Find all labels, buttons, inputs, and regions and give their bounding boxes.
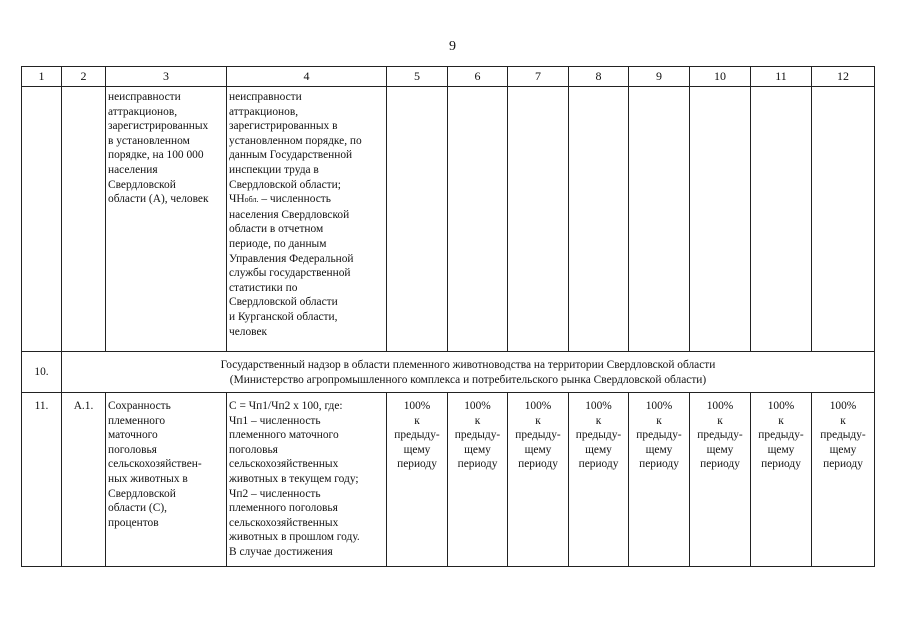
target-line: периоду bbox=[518, 458, 558, 471]
target-line: предыду- bbox=[697, 429, 743, 442]
target-line: предыду- bbox=[515, 429, 561, 442]
text-line: области в отчетном bbox=[229, 223, 324, 236]
column-number: 10 bbox=[690, 67, 751, 87]
target-line: к bbox=[717, 414, 723, 427]
section-subtitle: (Министерство агропромышленного комплекса и потребительского рынка Свердловской области) bbox=[229, 373, 707, 386]
text-line: области (А), человек bbox=[108, 193, 209, 206]
text-line: населения bbox=[108, 163, 158, 176]
formula-cell bbox=[227, 393, 387, 567]
target-line: щему bbox=[829, 443, 857, 456]
target-line: щему bbox=[706, 443, 734, 456]
text-line bbox=[229, 192, 384, 208]
column-number: 11 bbox=[751, 67, 812, 87]
target-line: 100% bbox=[829, 400, 857, 412]
code-cell: А.1. bbox=[62, 393, 106, 567]
indicator-name-cell bbox=[106, 87, 227, 352]
target-value-cell bbox=[569, 393, 629, 567]
text-line: поголовья bbox=[108, 443, 157, 456]
column-number: 9 bbox=[629, 67, 690, 87]
text-line: Управления Федеральной bbox=[229, 252, 354, 265]
text-line: неисправности bbox=[108, 91, 181, 103]
target-value-cell bbox=[508, 393, 569, 567]
value-cell bbox=[751, 87, 812, 352]
column-number: 2 bbox=[62, 67, 106, 87]
value-cell bbox=[448, 87, 508, 352]
column-number: 5 bbox=[387, 67, 448, 87]
target-value-cell bbox=[448, 393, 508, 567]
indicators-table bbox=[21, 66, 875, 567]
variable-symbol: ЧН bbox=[229, 193, 245, 206]
target-line: к bbox=[778, 414, 784, 427]
indicator-row bbox=[22, 393, 875, 567]
value-cell bbox=[387, 87, 448, 352]
text-line: Чп2 – численность bbox=[229, 487, 321, 500]
target-line: периоду bbox=[761, 458, 801, 471]
target-line: к bbox=[656, 414, 662, 427]
text-line: службы государственной bbox=[229, 267, 351, 280]
target-line: периоду bbox=[823, 458, 863, 471]
variable-description: – численность bbox=[258, 193, 331, 206]
target-line: 100% bbox=[706, 400, 734, 412]
text-line: и Курганской области, bbox=[229, 310, 338, 323]
section-title-cell bbox=[62, 352, 875, 393]
target-line: щему bbox=[524, 443, 552, 456]
target-line: 100% bbox=[403, 400, 431, 412]
row-number-cell: 10. bbox=[22, 352, 62, 393]
text-line: статистики по bbox=[229, 281, 298, 294]
text-line: сельскохозяйственных bbox=[229, 458, 339, 471]
text-line: Свердловской bbox=[108, 178, 176, 191]
target-line: к bbox=[535, 414, 541, 427]
section-row bbox=[22, 352, 875, 393]
target-line: предыду- bbox=[575, 429, 622, 442]
target-line: периоду bbox=[700, 458, 740, 471]
text-line: зарегистрированных в bbox=[229, 120, 338, 133]
text-line: маточного bbox=[108, 429, 158, 442]
text-line: Свердловской области bbox=[229, 296, 338, 309]
target-line: периоду bbox=[639, 458, 679, 471]
target-line: к bbox=[474, 414, 481, 427]
text-line: зарегистрированных bbox=[108, 120, 209, 133]
target-value-cell bbox=[387, 393, 448, 567]
row-number-cell: 11. bbox=[22, 393, 62, 567]
page-number: 9 bbox=[449, 39, 456, 54]
value-cell bbox=[569, 87, 629, 352]
text-line: Свердловской области; bbox=[229, 178, 341, 191]
text-line: поголовья bbox=[229, 443, 278, 456]
text-line: данным Государственной bbox=[229, 149, 353, 162]
target-value-cell bbox=[690, 393, 751, 567]
target-value-cell bbox=[812, 393, 875, 567]
text-line: сельскохозяйствен- bbox=[108, 458, 202, 471]
text-line: установленном порядке, по bbox=[229, 134, 362, 147]
target-line: к bbox=[840, 414, 846, 427]
text-line: ных животных в bbox=[108, 472, 188, 485]
variable-subscript: обл. bbox=[244, 195, 259, 205]
target-line: предыду- bbox=[820, 429, 866, 442]
target-line: 100% bbox=[464, 400, 491, 412]
target-value-cell bbox=[751, 393, 812, 567]
target-line: щему bbox=[403, 443, 431, 456]
text-line: С = Чп1/Чп2 х 100, где: bbox=[229, 400, 343, 412]
text-line: процентов bbox=[108, 516, 159, 529]
column-number: 1 bbox=[22, 67, 62, 87]
target-line: к bbox=[414, 414, 420, 427]
target-line: щему bbox=[767, 443, 795, 456]
column-number: 7 bbox=[508, 67, 569, 87]
text-line: Сохранность bbox=[108, 400, 171, 412]
text-line: сельскохозяйственных bbox=[229, 516, 339, 529]
text-line: аттракционов, bbox=[108, 105, 178, 118]
column-number: 4 bbox=[227, 67, 387, 87]
column-number: 3 bbox=[106, 67, 227, 87]
target-line: периоду bbox=[457, 458, 498, 471]
text-line: Чп1 – численность bbox=[229, 414, 321, 427]
target-line: предыду- bbox=[394, 429, 440, 442]
target-line: периоду bbox=[578, 458, 619, 471]
text-line: племенного bbox=[108, 414, 166, 427]
target-line: 100% bbox=[585, 400, 612, 412]
text-line: племенного маточного bbox=[229, 429, 339, 442]
continued-row bbox=[22, 87, 875, 352]
text-line: животных в текущем году; bbox=[229, 472, 359, 485]
target-line: 100% bbox=[645, 400, 673, 412]
value-cell bbox=[508, 87, 569, 352]
text-line: племенного поголовья bbox=[229, 502, 338, 515]
text-line: аттракционов, bbox=[229, 105, 299, 118]
section-title: Государственный надзор в области племенного животноводства на территории Свердловской области bbox=[220, 358, 716, 371]
target-line: щему bbox=[585, 443, 612, 456]
row-number-cell bbox=[22, 87, 62, 352]
column-number-row bbox=[22, 67, 875, 87]
text-line: в установленном bbox=[108, 134, 190, 147]
text-line: инспекции труда в bbox=[229, 163, 319, 176]
indicator-name-cell bbox=[106, 393, 227, 567]
target-line: 100% bbox=[767, 400, 795, 412]
text-line: периоде, по данным bbox=[229, 237, 327, 250]
target-line: 100% bbox=[524, 400, 552, 412]
column-number: 8 bbox=[569, 67, 629, 87]
column-number: 12 bbox=[812, 67, 875, 87]
target-line: щему bbox=[464, 443, 491, 456]
text-line: порядке, на 100 000 bbox=[108, 149, 204, 162]
value-cell bbox=[690, 87, 751, 352]
target-line: предыду- bbox=[454, 429, 501, 442]
text-line: области (С), bbox=[108, 502, 167, 515]
text-line: В случае достижения bbox=[229, 545, 333, 558]
target-value-cell bbox=[629, 393, 690, 567]
text-line: населения Свердловской bbox=[229, 208, 350, 221]
value-cell bbox=[812, 87, 875, 352]
target-line: периоду bbox=[397, 458, 437, 471]
target-line: предыду- bbox=[758, 429, 804, 442]
code-cell bbox=[62, 87, 106, 352]
target-line: к bbox=[595, 414, 602, 427]
text-line: Свердловской bbox=[108, 487, 176, 500]
target-line: щему bbox=[645, 443, 673, 456]
text-line: неисправности bbox=[229, 91, 302, 103]
text-line: человек bbox=[229, 325, 268, 338]
value-cell bbox=[629, 87, 690, 352]
text-line: животных в прошлом году. bbox=[229, 531, 360, 544]
formula-cell bbox=[227, 87, 387, 352]
column-number: 6 bbox=[448, 67, 508, 87]
target-line: предыду- bbox=[636, 429, 682, 442]
